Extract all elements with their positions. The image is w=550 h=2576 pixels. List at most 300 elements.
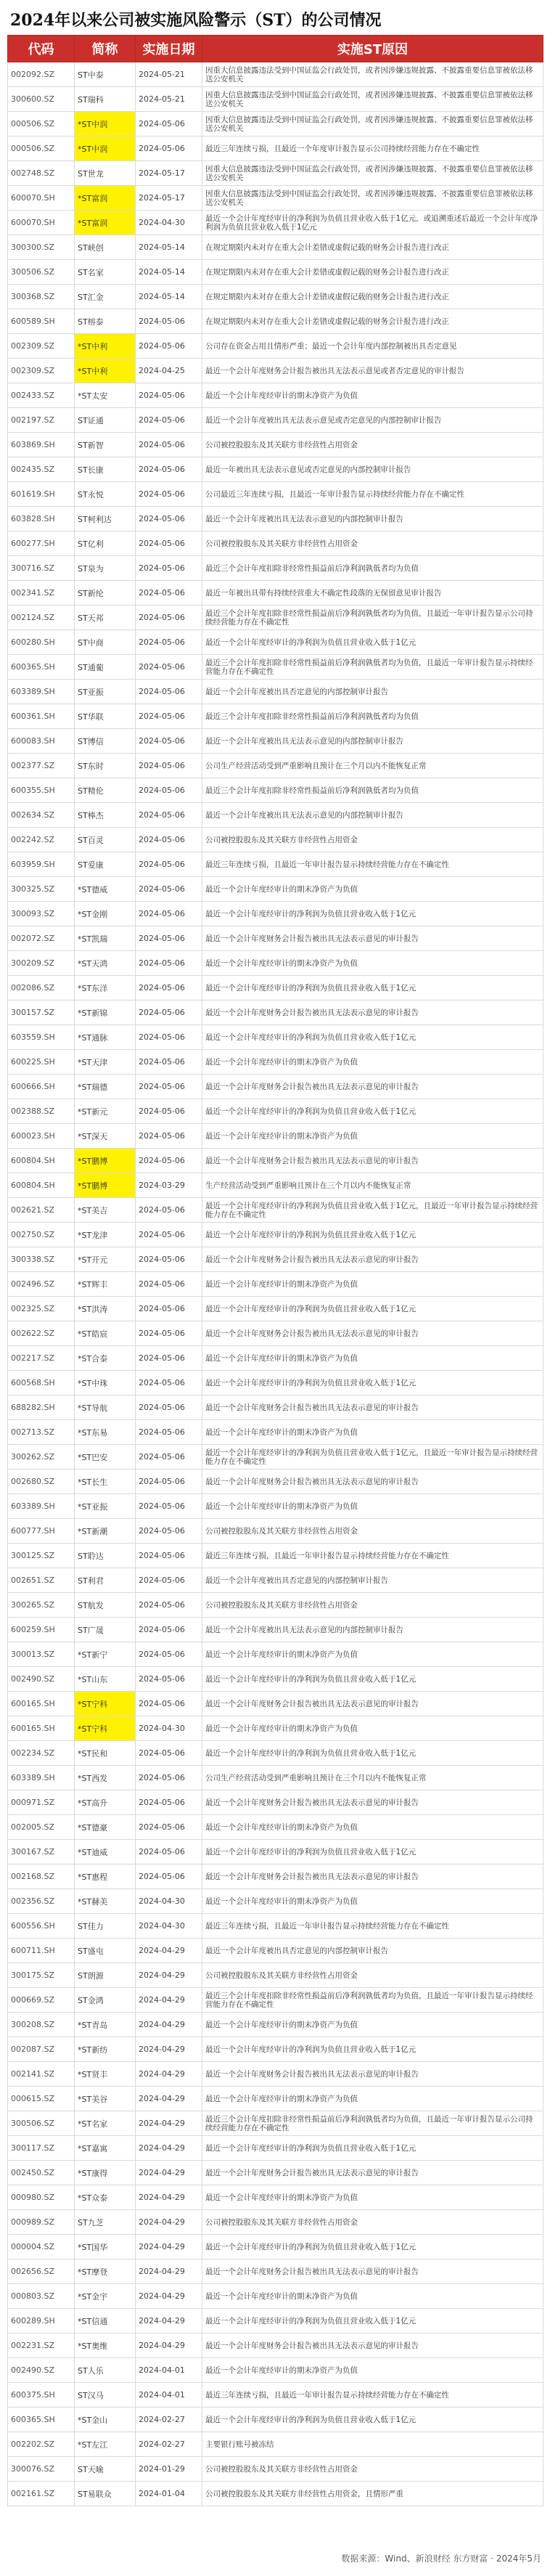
- name-cell: *ST康得: [75, 2161, 136, 2185]
- code-cell: 600280.SH: [8, 630, 75, 655]
- date-cell: 2024-05-06: [136, 926, 202, 951]
- reason-cell: 最近一个会计年度财务会计报告被出具无法表示意见的审计报告: [202, 1321, 543, 1346]
- code-cell: 300262.SZ: [8, 1445, 75, 1470]
- date-cell: 2024-04-30: [136, 211, 202, 235]
- code-cell: 002087.SZ: [8, 2037, 75, 2062]
- date-cell: 2024-05-06: [136, 408, 202, 433]
- date-cell: 2024-05-06: [136, 1149, 202, 1173]
- code-cell: 300093.SZ: [8, 902, 75, 926]
- reason-cell: 最近一个会计年度财务会计报告被出具无法表示意见的审计报告: [202, 2062, 543, 2087]
- table-row: [8, 1198, 543, 1223]
- code-cell: 002242.SZ: [8, 828, 75, 852]
- date-cell: 2024-05-06: [136, 1075, 202, 1099]
- name-cell: ST证通: [75, 408, 136, 433]
- table-row: [8, 334, 543, 359]
- name-cell: *ST富润: [75, 186, 136, 211]
- reason-cell: 最近一个会计年度经审计的净利润为负值且营业收入低于1亿元: [202, 1840, 543, 1864]
- code-cell: 600568.SH: [8, 1371, 75, 1395]
- code-cell: 300600.SZ: [8, 87, 75, 112]
- name-cell: ST爱康: [75, 852, 136, 877]
- table-row: [8, 1544, 543, 1568]
- reason-cell: 最近一个会计年度被出具无法表示意见的内部控制审计报告: [202, 507, 543, 531]
- table-row: [8, 630, 543, 655]
- header-reason: 实施ST原因: [202, 36, 543, 62]
- name-cell: *ST宁科: [75, 1692, 136, 1716]
- reason-cell: 最近一个会计年度经审计的净利润为负值且营业收入低于1亿元: [202, 1297, 543, 1321]
- table-row: [8, 2259, 543, 2284]
- name-cell: *ST凯瑞: [75, 926, 136, 951]
- reason-cell: 最近一个会计年度经审计的净利润为负值且营业收入低于1亿元，或追溯重述后最近一个会计年度净利润为负值且营业收入低于1亿元: [202, 211, 543, 235]
- date-cell: 2024-05-06: [136, 1741, 202, 1766]
- name-cell: *ST中润: [75, 136, 136, 161]
- code-cell: 600556.SH: [8, 1914, 75, 1939]
- table-row: [8, 2136, 543, 2161]
- date-cell: 2024-05-17: [136, 161, 202, 186]
- table-row: [8, 1642, 543, 1667]
- table-row: [8, 112, 543, 136]
- table-row: [8, 161, 543, 186]
- date-cell: 2024-05-06: [136, 1568, 202, 1593]
- table-row: [8, 926, 543, 951]
- name-cell: *ST瑞德: [75, 1075, 136, 1099]
- name-cell: *ST龙津: [75, 1223, 136, 1247]
- date-cell: 2024-05-06: [136, 1766, 202, 1790]
- table-row: [8, 754, 543, 778]
- code-cell: 002197.SZ: [8, 408, 75, 433]
- name-cell: *ST左江: [75, 2432, 136, 2457]
- code-cell: 300076.SZ: [8, 2457, 75, 2482]
- code-cell: 300300.SZ: [8, 235, 75, 260]
- table-row: [8, 852, 543, 877]
- reason-cell: 最近一个会计年度经审计的期末净资产为负值: [202, 1346, 543, 1371]
- code-cell: 600804.SH: [8, 1149, 75, 1173]
- reason-cell: 最近一个会计年度经审计的净利润为负值且营业收入低于1亿元: [202, 976, 543, 1000]
- name-cell: ST华联: [75, 704, 136, 729]
- table-row: [8, 1568, 543, 1593]
- table-row: [8, 235, 543, 260]
- date-cell: 2024-05-06: [136, 482, 202, 507]
- reason-cell: 最近一个会计年度被出具无法表示意见的内部控制审计报告: [202, 729, 543, 754]
- reason-cell: 最近三年连续亏损，且最近一年审计报告显示持续经营能力存在不确定性: [202, 2383, 543, 2408]
- date-cell: 2024-05-06: [136, 729, 202, 754]
- date-cell: 2024-01-29: [136, 2457, 202, 2482]
- name-cell: *ST深天: [75, 1124, 136, 1149]
- code-cell: 000669.SZ: [8, 1988, 75, 2013]
- header-date: 实施日期: [136, 36, 202, 62]
- name-cell: *ST中润: [75, 112, 136, 136]
- name-cell: ST柯利达: [75, 507, 136, 531]
- date-cell: 2024-05-06: [136, 581, 202, 606]
- date-cell: 2024-04-29: [136, 2037, 202, 2062]
- name-cell: ST世龙: [75, 161, 136, 186]
- code-cell: 300175.SZ: [8, 1963, 75, 1988]
- table-row: [8, 2334, 543, 2358]
- date-cell: 2024-04-30: [136, 1889, 202, 1914]
- code-cell: 002490.SZ: [8, 1667, 75, 1692]
- table-row: [8, 902, 543, 926]
- name-cell: *ST亚振: [75, 1494, 136, 1519]
- name-cell: *ST中利: [75, 359, 136, 383]
- code-cell: 300125.SZ: [8, 1544, 75, 1568]
- code-cell: 603869.SH: [8, 433, 75, 457]
- reason-cell: 在规定期限内未对存在重大会计差错或虚假记载的财务会计报告进行改正: [202, 309, 543, 334]
- table-row: [8, 1272, 543, 1297]
- code-cell: 002490.SZ: [8, 2358, 75, 2383]
- name-cell: *ST开元: [75, 1247, 136, 1272]
- table-row: [8, 2284, 543, 2309]
- date-cell: 2024-05-06: [136, 1050, 202, 1075]
- table-row: [8, 1346, 543, 1371]
- table-header: [8, 36, 543, 62]
- code-cell: 002748.SZ: [8, 161, 75, 186]
- code-cell: 002325.SZ: [8, 1297, 75, 1321]
- code-cell: 300013.SZ: [8, 1642, 75, 1667]
- table-row: [8, 1321, 543, 1346]
- name-cell: ST天喻: [75, 2457, 136, 2482]
- reason-cell: 最近一个会计年度经审计的期末净资产为负值: [202, 1420, 543, 1445]
- date-cell: 2024-04-29: [136, 2111, 202, 2136]
- code-cell: 300338.SZ: [8, 1247, 75, 1272]
- name-cell: ST盛屯: [75, 1939, 136, 1963]
- name-cell: ST长康: [75, 457, 136, 482]
- code-cell: 000803.SZ: [8, 2284, 75, 2309]
- table-row: [8, 408, 543, 433]
- table-row: [8, 2087, 543, 2111]
- table-row: [8, 1692, 543, 1716]
- code-cell: 600365.SH: [8, 655, 75, 680]
- date-cell: 2024-05-06: [136, 1815, 202, 1840]
- code-cell: 600804.SH: [8, 1173, 75, 1198]
- table-row: [8, 655, 543, 680]
- table-row: [8, 1815, 543, 1840]
- reason-cell: 最近一个会计年度经审计的净利润为负值且营业收入低于1亿元: [202, 2136, 543, 2161]
- date-cell: 2024-05-06: [136, 1692, 202, 1716]
- reason-cell: 最近三个会计年度扣除非经常性损益前后净利润孰低者均为负值，且最近一年审计报告显示持续经营能力存在不确定性: [202, 1988, 543, 2013]
- name-cell: ST精伦: [75, 778, 136, 803]
- reason-cell: 因重大信息披露违法受到中国证监会行政处罚，或者因涉嫌违规披露、不披露重要信息罪被依法移送公安机关: [202, 62, 543, 87]
- name-cell: *ST西发: [75, 1766, 136, 1790]
- table-row: [8, 2111, 543, 2136]
- date-cell: 2024-04-29: [136, 1988, 202, 2013]
- header-code: 代码: [8, 36, 75, 62]
- table-row: [8, 1988, 543, 2013]
- name-cell: *ST导航: [75, 1395, 136, 1420]
- date-cell: 2024-04-30: [136, 1914, 202, 1939]
- name-cell: ST中泰: [75, 62, 136, 87]
- name-cell: ST广晟: [75, 1618, 136, 1642]
- name-cell: *ST名家: [75, 2111, 136, 2136]
- code-cell: 002161.SZ: [8, 2482, 75, 2506]
- date-cell: 2024-04-01: [136, 2358, 202, 2383]
- reason-cell: 最近一个会计年度财务会计报告被出具无法表示意见的审计报告: [202, 1247, 543, 1272]
- reason-cell: 最近一个会计年度经审计的期末净资产为负值: [202, 1124, 543, 1149]
- date-cell: 2024-05-06: [136, 828, 202, 852]
- table-row: [8, 1371, 543, 1395]
- table-row: [8, 285, 543, 309]
- table-row: [8, 457, 543, 482]
- reason-cell: 在规定期限内未对存在重大会计差错或虚假记载的财务会计报告进行改正: [202, 260, 543, 285]
- name-cell: ST棒杰: [75, 803, 136, 828]
- code-cell: 002622.SZ: [8, 1321, 75, 1346]
- table-row: [8, 2037, 543, 2062]
- reason-cell: 公司被控股股东及其关联方非经营性占用资金: [202, 433, 543, 457]
- date-cell: 2024-04-29: [136, 1939, 202, 1963]
- table-row: [8, 1247, 543, 1272]
- code-cell: 603959.SH: [8, 852, 75, 877]
- date-cell: 2024-05-06: [136, 1667, 202, 1692]
- reason-cell: 最近三个会计年度扣除非经常性损益前后净利润孰低者均为负值: [202, 778, 543, 803]
- source-footer: 数据来源：Wind、新浪财经 东方财富 · 2024年5月: [341, 2553, 541, 2564]
- code-cell: 002656.SZ: [8, 2259, 75, 2284]
- name-cell: ST峡创: [75, 235, 136, 260]
- date-cell: 2024-05-17: [136, 186, 202, 211]
- code-cell: 600289.SH: [8, 2309, 75, 2334]
- table-row: [8, 2309, 543, 2334]
- date-cell: 2024-04-29: [136, 2136, 202, 2161]
- table-row: [8, 359, 543, 383]
- reason-cell: 最近一个会计年度财务会计报告被出具无法表示意见的审计报告: [202, 1470, 543, 1494]
- name-cell: *ST德威: [75, 877, 136, 902]
- name-cell: *ST富润: [75, 211, 136, 235]
- reason-cell: 最近一个会计年度经审计的期末净资产为负值: [202, 1272, 543, 1297]
- table-row: [8, 1173, 543, 1198]
- date-cell: 2024-05-06: [136, 1864, 202, 1889]
- date-cell: 2024-05-06: [136, 1642, 202, 1667]
- reason-cell: 公司存在资金占用且情形严重；最近一个会计年度内部控制被出具否定意见: [202, 334, 543, 359]
- code-cell: 000004.SZ: [8, 2235, 75, 2259]
- table-row: [8, 1494, 543, 1519]
- date-cell: 2024-05-06: [136, 976, 202, 1000]
- code-cell: 603559.SH: [8, 1025, 75, 1050]
- code-cell: 600711.SH: [8, 1939, 75, 1963]
- name-cell: *ST迪威: [75, 1840, 136, 1864]
- code-cell: 002634.SZ: [8, 803, 75, 828]
- reason-cell: 最近一个会计年度经审计的净利润为负值且营业收入低于1亿元: [202, 2037, 543, 2062]
- date-cell: 2024-05-06: [136, 1470, 202, 1494]
- name-cell: ST金鸿: [75, 1988, 136, 2013]
- reason-cell: 最近三个会计年度扣除非经常性损益前后净利润孰低者均为负值，且最近一年审计报告显示公司持续经营能力存在不确定性: [202, 606, 543, 630]
- name-cell: ST汉马: [75, 2383, 136, 2408]
- date-cell: 2024-05-06: [136, 1297, 202, 1321]
- code-cell: 600355.SH: [8, 778, 75, 803]
- date-cell: 2024-02-27: [136, 2432, 202, 2457]
- table-row: [8, 2358, 543, 2383]
- reason-cell: 最近一个会计年度经审计的期末净资产为负值: [202, 877, 543, 902]
- date-cell: 2024-05-06: [136, 1247, 202, 1272]
- reason-cell: 最近一个会计年度财务会计报告被出具无法表示意见的审计报告: [202, 926, 543, 951]
- name-cell: ST东时: [75, 754, 136, 778]
- table-row: [8, 1840, 543, 1864]
- code-cell: 002680.SZ: [8, 1470, 75, 1494]
- table-row: [8, 606, 543, 630]
- reason-cell: 最近一个会计年度经审计的净利润为负值且营业收入低于1亿元: [202, 1025, 543, 1050]
- code-cell: 002377.SZ: [8, 754, 75, 778]
- reason-cell: 在规定期限内未对存在重大会计差错或虚假记载的财务会计报告进行改正: [202, 235, 543, 260]
- reason-cell: 最近一个会计年度经审计的期末净资产为负值: [202, 2358, 543, 2383]
- date-cell: 2024-05-06: [136, 1124, 202, 1149]
- date-cell: 2024-04-29: [136, 2087, 202, 2111]
- name-cell: ST朗源: [75, 1963, 136, 1988]
- name-cell: *ST众泰: [75, 2185, 136, 2210]
- table-row: [8, 1766, 543, 1790]
- code-cell: 300368.SZ: [8, 285, 75, 309]
- table-row: [8, 1618, 543, 1642]
- reason-cell: 在规定期限内未对存在重大会计差错或虚假记载的财务会计报告进行改正: [202, 285, 543, 309]
- code-cell: 300167.SZ: [8, 1840, 75, 1864]
- date-cell: 2024-05-06: [136, 951, 202, 976]
- name-cell: ST佳力: [75, 1914, 136, 1939]
- code-cell: 000506.SZ: [8, 112, 75, 136]
- table-row: [8, 1445, 543, 1470]
- name-cell: ST天邦: [75, 606, 136, 630]
- reason-cell: 最近一个会计年度被出具无法表示意见的内部控制审计报告: [202, 803, 543, 828]
- date-cell: 2024-04-30: [136, 1716, 202, 1741]
- reason-cell: 最近一个会计年度经审计的净利润为负值且营业收入低于1亿元，且最近一年审计报告显示持续经营能力存在不确定性: [202, 1198, 543, 1223]
- reason-cell: 最近一个会计年度被出具无法表示意见的内部控制审计报告: [202, 1618, 543, 1642]
- name-cell: ST聆达: [75, 1544, 136, 1568]
- reason-cell: 公司被控股股东及其关联方非经营性占用资金: [202, 828, 543, 852]
- name-cell: ST中商: [75, 630, 136, 655]
- reason-cell: 最近一个会计年度经审计的净利润为负值且营业收入低于1亿元: [202, 630, 543, 655]
- table-row: [8, 1470, 543, 1494]
- table-row: [8, 1889, 543, 1914]
- table-row: [8, 87, 543, 112]
- table-row: [8, 186, 543, 211]
- reason-cell: 主要银行账号被冻结: [202, 2432, 543, 2457]
- reason-cell: 最近一个会计年度经审计的期末净资产为负值: [202, 1050, 543, 1075]
- date-cell: 2024-04-29: [136, 2185, 202, 2210]
- st-table: [7, 35, 543, 2506]
- date-cell: 2024-05-06: [136, 902, 202, 926]
- code-cell: 002341.SZ: [8, 581, 75, 606]
- code-cell: 600165.SH: [8, 1692, 75, 1716]
- reason-cell: 最近一个会计年度财务会计报告被出具无法表示意见的审计报告: [202, 2161, 543, 2185]
- table-row: [8, 1297, 543, 1321]
- date-cell: 2024-05-06: [136, 1223, 202, 1247]
- table-row: [8, 1741, 543, 1766]
- code-cell: 002621.SZ: [8, 1198, 75, 1223]
- date-cell: 2024-05-14: [136, 235, 202, 260]
- reason-cell: 公司被控股股东及其关联方非经营性占用资金: [202, 1593, 543, 1618]
- date-cell: 2024-05-06: [136, 1198, 202, 1223]
- code-cell: 000615.SZ: [8, 2087, 75, 2111]
- reason-cell: 最近一个会计年度经审计的净利润为负值且营业收入低于1亿元: [202, 902, 543, 926]
- table-row: [8, 531, 543, 556]
- date-cell: 2024-05-06: [136, 1519, 202, 1544]
- code-cell: 002217.SZ: [8, 1346, 75, 1371]
- name-cell: *ST贤丰: [75, 2062, 136, 2087]
- name-cell: ST新纶: [75, 581, 136, 606]
- name-cell: *ST美吉: [75, 1198, 136, 1223]
- reason-cell: 最近一个会计年度经审计的净利润为负值且营业收入低于1亿元: [202, 1371, 543, 1395]
- table-row: [8, 729, 543, 754]
- name-cell: *ST青岛: [75, 2013, 136, 2037]
- code-cell: 300208.SZ: [8, 2013, 75, 2037]
- name-cell: *ST国华: [75, 2235, 136, 2259]
- date-cell: 2024-05-06: [136, 1593, 202, 1618]
- code-cell: 002086.SZ: [8, 976, 75, 1000]
- reason-cell: 公司生产经营活动受到严重影响且预计在三个月以内不能恢复正常: [202, 1766, 543, 1790]
- name-cell: ST亚振: [75, 680, 136, 704]
- table-row: [8, 680, 543, 704]
- reason-cell: 最近一个会计年度被出具否定意见的内部控制审计报告: [202, 1939, 543, 1963]
- date-cell: 2024-05-06: [136, 1494, 202, 1519]
- name-cell: *ST洪涛: [75, 1297, 136, 1321]
- date-cell: 2024-05-06: [136, 1395, 202, 1420]
- table-row: [8, 1124, 543, 1149]
- date-cell: 2024-05-06: [136, 1371, 202, 1395]
- reason-cell: 最近三年连续亏损，且最近一年审计报告显示持续经营能力存在不确定性: [202, 1914, 543, 1939]
- reason-cell: 公司生产经营活动受到严重影响且预计在三个月以内不能恢复正常: [202, 754, 543, 778]
- reason-cell: 最近一个会计年度经审计的净利润为负值且营业收入低于1亿元: [202, 2235, 543, 2259]
- table-row: [8, 1914, 543, 1939]
- date-cell: 2024-05-14: [136, 285, 202, 309]
- reason-cell: 最近一个会计年度财务会计报告被出具无法表示意见的审计报告: [202, 2259, 543, 2284]
- code-cell: 002141.SZ: [8, 2062, 75, 2087]
- date-cell: 2024-05-14: [136, 260, 202, 285]
- reason-cell: 最近一个会计年度财务会计报告被出具无法表示意见的审计报告: [202, 1395, 543, 1420]
- table-row: [8, 260, 543, 285]
- date-cell: 2024-05-06: [136, 1790, 202, 1815]
- code-cell: 002651.SZ: [8, 1568, 75, 1593]
- reason-cell: 最近一个会计年度财务会计报告被出具无法表示意见的审计报告: [202, 2334, 543, 2358]
- date-cell: 2024-05-06: [136, 1346, 202, 1371]
- date-cell: 2024-05-06: [136, 1618, 202, 1642]
- date-cell: 2024-05-06: [136, 655, 202, 680]
- code-cell: 600070.SH: [8, 211, 75, 235]
- name-cell: ST汇金: [75, 285, 136, 309]
- date-cell: 2024-04-29: [136, 2309, 202, 2334]
- name-cell: *ST中珠: [75, 1371, 136, 1395]
- name-cell: *ST东易: [75, 1420, 136, 1445]
- reason-cell: 最近一年被出具无法表示意见或否定意见的内部控制审计报告: [202, 457, 543, 482]
- code-cell: 600589.SH: [8, 309, 75, 334]
- reason-cell: 最近一个会计年度经审计的净利润为负值且营业收入低于1亿元: [202, 1667, 543, 1692]
- name-cell: ST榕泰: [75, 309, 136, 334]
- date-cell: 2024-05-06: [136, 457, 202, 482]
- name-cell: *ST鹏博: [75, 1149, 136, 1173]
- table-row: [8, 2408, 543, 2432]
- reason-cell: 最近一个会计年度经审计的期末净资产为负值: [202, 2087, 543, 2111]
- date-cell: 2024-02-27: [136, 2408, 202, 2432]
- name-cell: *ST辉丰: [75, 1272, 136, 1297]
- table-row: [8, 383, 543, 408]
- code-cell: 300209.SZ: [8, 951, 75, 976]
- reason-cell: 最近一个会计年度经审计的期末净资产为负值: [202, 1642, 543, 1667]
- code-cell: 601619.SH: [8, 482, 75, 507]
- reason-cell: 最近一个会计年度经审计的净利润为负值且营业收入低于1亿元: [202, 1099, 543, 1124]
- table-row: [8, 1864, 543, 1889]
- date-cell: 2024-05-06: [136, 778, 202, 803]
- date-cell: 2024-05-06: [136, 803, 202, 828]
- code-cell: 600361.SH: [8, 704, 75, 729]
- reason-cell: 公司被控股股东及其关联方非经营性占用资金，且情形严重: [202, 2482, 543, 2506]
- code-cell: 002309.SZ: [8, 334, 75, 359]
- name-cell: *ST鹏博: [75, 1173, 136, 1198]
- code-cell: 002124.SZ: [8, 606, 75, 630]
- date-cell: 2024-05-06: [136, 680, 202, 704]
- table-row: [8, 951, 543, 976]
- name-cell: *ST天津: [75, 1050, 136, 1075]
- table-row: [8, 1050, 543, 1075]
- reason-cell: 最近一个会计年度财务会计报告被出具无法表示意见或者否定意见的审计报告: [202, 359, 543, 383]
- date-cell: 2024-05-21: [136, 62, 202, 87]
- reason-cell: 最近三个会计年度扣除非经常性损益前后净利润孰低者均为负值，且最近一年审计报告显示持续经营能力存在不确定性: [202, 655, 543, 680]
- reason-cell: 最近一个会计年度经审计的期末净资产为负值: [202, 383, 543, 408]
- date-cell: 2024-03-29: [136, 1173, 202, 1198]
- code-cell: 002202.SZ: [8, 2432, 75, 2457]
- reason-cell: 最近一个会计年度经审计的期末净资产为负值: [202, 2185, 543, 2210]
